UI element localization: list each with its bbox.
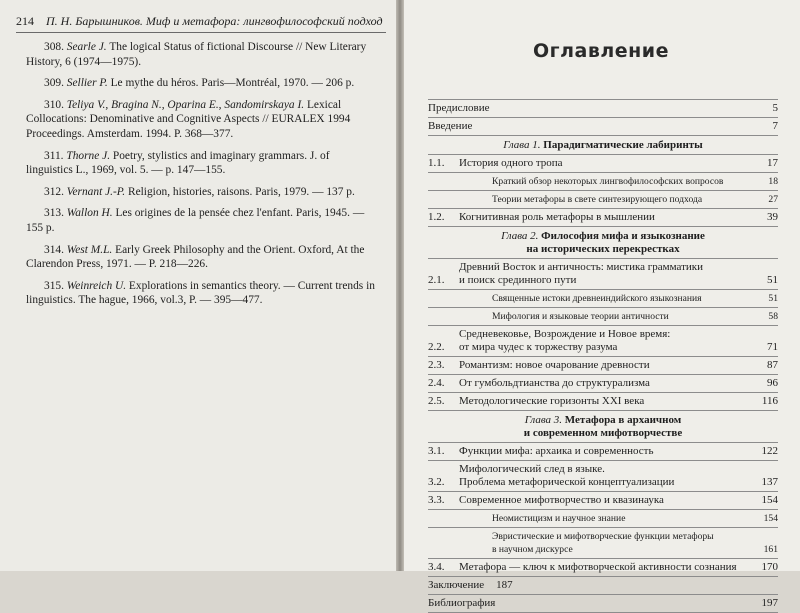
toc-row[interactable] [428, 528, 778, 559]
toc-entry-text [456, 261, 761, 287]
toc-page-number: 116 [761, 395, 778, 407]
toc-entry-line: Эвристические и мифотворческие функции метафоры [492, 531, 714, 542]
toc-entry-line: Предисловие [428, 102, 490, 114]
toc-entry-line: Древний Восток и античность: мистика грамматики [459, 261, 704, 273]
running-head [16, 14, 386, 33]
toc-entry-line: Проблема метафорической концептуализации [459, 476, 675, 488]
toc-row[interactable] [428, 100, 778, 118]
bibliography-entry [26, 279, 376, 308]
toc-page-number: 27 [768, 194, 778, 205]
toc-entry-line: Метафора — ключ к мифотворческой активности сознания [459, 561, 737, 573]
entry-text: Les origines de la pensée chez l'enfant. Paris, 1945. — 155 p. [26, 207, 365, 234]
toc-entry-line: Когнитивная роль метафоры в мышлении [459, 211, 655, 223]
entry-author: Weinreich U. [66, 279, 127, 292]
toc-entry-line: История одного тропа [459, 157, 563, 169]
toc-entry-text [456, 292, 762, 305]
toc-entry-text [428, 597, 756, 610]
book-gutter [396, 0, 404, 571]
entry-text: Early Greek Philosophy and the Orient. Oxford, At the Clarendon Press, 1971. — P. 218—226. [26, 243, 365, 271]
toc-entry-text [456, 395, 756, 408]
toc-entry-line: Священные истоки древнеиндийского языкознания [492, 293, 702, 304]
toc-page-number: 122 [761, 445, 778, 457]
toc-row[interactable] [428, 559, 778, 577]
entry-text: Explorations in semantics theory. — Current trends in linguistics. The hague, 1966, vol.3, P. — 395—477. [26, 279, 375, 307]
chapter-title-line2: на исторических перекрестках [526, 243, 680, 255]
toc-entry-text [456, 211, 761, 224]
chapter-label: Глава 2. [501, 230, 539, 242]
entry-number: 308. [44, 41, 64, 53]
entry-author: West M.L. [66, 243, 113, 256]
toc-entry-line: Теории метафоры в свете синтезирующего подхода [492, 194, 703, 205]
toc-row[interactable] [428, 595, 778, 613]
toc-page-number: 187 [496, 579, 513, 591]
entry-author: Teliya V., Bragina N., Oparina E., Sandomirskaya I. [66, 98, 305, 111]
toc-section-number: 1.1. [428, 157, 445, 169]
entry-author: Vernant J.-P. [66, 185, 126, 198]
bibliography-entry [26, 98, 376, 142]
toc-entry-line: от мира чудес к торжеству разума [459, 341, 618, 353]
toc-entry-text [456, 310, 762, 323]
toc-section-number: 2.1. [428, 274, 445, 286]
toc-row[interactable] [428, 308, 778, 326]
toc-row[interactable] [428, 393, 778, 411]
toc-entry-text [456, 512, 758, 525]
entry-text: Poetry, stylistics and imaginary grammars. J. of linguistics L., 1969, vol. 5. — p. 147—155. [26, 149, 330, 177]
toc-page-number: 17 [767, 157, 778, 169]
toc-row[interactable] [428, 375, 778, 393]
entry-number: 310. [44, 98, 64, 111]
toc-entry-line: Краткий обзор некоторых лингвофилософских вопросов [492, 176, 724, 187]
toc-entry-line: Методологические горизонты XXI века [459, 395, 645, 407]
entry-text: The logical Status of fictional Discourse // New Literary History, 6 (1974—1975). [26, 41, 367, 68]
toc-section-number: 3.4. [428, 561, 445, 573]
entry-author: Wallon H. [66, 207, 113, 220]
left-page [0, 0, 398, 571]
toc-entry-line: Мифологический след в языке. [459, 463, 605, 475]
toc-entry-text [456, 377, 761, 390]
chapter-heading [428, 136, 778, 155]
toc-section-number: 1.2. [428, 211, 445, 223]
toc-row[interactable] [428, 461, 778, 492]
entry-author: Sellier P. [66, 77, 108, 90]
toc-entry-text [428, 120, 767, 133]
chapter-heading [428, 227, 778, 259]
toc-entry-line: и поиск срединного пути [459, 274, 577, 286]
toc-entry-text: Заключение [428, 579, 485, 591]
toc-row[interactable] [428, 259, 778, 290]
toc-row[interactable] [428, 510, 778, 528]
toc-row[interactable] [428, 209, 778, 227]
toc-entry-text [456, 494, 756, 507]
running-title: П. Н. Барышников. Миф и метафора: лингвофилософский подход [46, 14, 383, 28]
toc-section-number: 2.5. [428, 395, 445, 407]
chapter-title: Парадигматические лабиринты [543, 139, 703, 151]
toc-entry-text [456, 463, 756, 489]
toc-page-number: 71 [767, 341, 778, 353]
toc-entry-text [456, 530, 758, 556]
toc-entry-line: Неомистицизм и научное знание [492, 513, 626, 524]
bibliography-entry [26, 243, 376, 272]
toc-page-number: 5 [772, 102, 778, 114]
toc-page-number: 96 [767, 377, 778, 389]
entry-number: 313. [44, 207, 64, 220]
toc-page-number: 18 [768, 176, 778, 187]
toc-row[interactable] [428, 290, 778, 308]
toc-entry-line: От гумбольдтианства до структурализма [459, 377, 650, 389]
toc-entry-text [456, 445, 756, 458]
toc-entry-line: Средневековье, Возрождение и Новое время: [459, 328, 671, 340]
toc-row[interactable] [428, 326, 778, 357]
toc-entry-line: Мифология и языковые теории античности [492, 311, 669, 322]
toc-page-number: 170 [761, 561, 778, 573]
entry-number: 309. [44, 77, 64, 90]
entry-author: Searle J. [66, 41, 107, 53]
table-of-contents [428, 99, 778, 613]
chapter-title: Философия мифа и языкознание [541, 230, 705, 242]
bibliography-entry [26, 76, 376, 91]
toc-section-number: 2.3. [428, 359, 445, 371]
page-number: 214 [16, 14, 34, 28]
toc-page-number: 161 [763, 544, 778, 555]
toc-entry-text [456, 193, 762, 206]
toc-page-number: 154 [761, 494, 778, 506]
entry-number: 315. [44, 279, 64, 292]
toc-page-number: 197 [761, 597, 778, 609]
toc-page-number: 87 [767, 359, 778, 371]
toc-entry-text [456, 328, 761, 354]
bibliography-entry [26, 206, 376, 235]
bibliography-entry [26, 149, 376, 178]
chapter-label: Глава 3. [524, 414, 563, 426]
toc-row[interactable] [428, 577, 778, 595]
toc-entry-line: Романтизм: новое очарование древности [459, 359, 650, 371]
toc-entry-text [456, 175, 762, 188]
toc-entry-text [428, 102, 767, 115]
toc-entry-text [456, 157, 761, 170]
chapter-title-line2: и современном мифотворчестве [523, 427, 683, 439]
toc-row[interactable] [428, 492, 778, 510]
bibliography-list [26, 40, 376, 315]
entry-number: 314. [44, 243, 64, 256]
bibliography-entry [26, 40, 376, 69]
entry-text: Le mythe du héros. Paris—Montréal, 1970. — 206 p. [110, 77, 355, 90]
entry-number: 311. [44, 149, 64, 162]
toc-page-number: 51 [767, 274, 778, 286]
toc-section-number: 2.2. [428, 341, 445, 353]
chapter-label: Глава 1. [503, 139, 541, 151]
toc-entry-line: Библиография [428, 597, 496, 609]
toc-row[interactable] [428, 173, 778, 191]
toc-row[interactable] [428, 191, 778, 209]
toc-page-number: 137 [761, 476, 778, 488]
toc-row[interactable] [428, 118, 778, 136]
toc-section-number: 2.4. [428, 377, 445, 389]
toc-page-number: 7 [772, 120, 778, 132]
toc-entry-line: Современное мифотворчество и квазинаука [459, 494, 664, 506]
toc-entry-line: Функции мифа: архаика и современность [459, 445, 654, 457]
toc-row[interactable] [428, 443, 778, 461]
toc-page-number: 58 [768, 311, 778, 322]
chapter-heading [428, 411, 778, 443]
toc-entry-line: в научном дискурсе [492, 544, 573, 555]
entry-text: Lexical Collocations: Denominative and Cognitive Aspects // EURALEX 1994 Proceedings. Amsterdam. 1994. P. 368—377. [26, 98, 351, 140]
toc-section-number: 3.1. [428, 445, 445, 457]
entry-text: Religion, histories, raisons. Paris, 1979. — 137 p. [127, 185, 355, 198]
toc-page-number: 39 [767, 211, 778, 223]
bibliography-entry [26, 185, 376, 200]
toc-section-number: 3.2. [428, 476, 445, 488]
toc-entry-text [456, 561, 756, 574]
toc-entry-line: Введение [428, 120, 473, 132]
chapter-title: Метафора в архаичном [564, 414, 682, 426]
toc-title: Оглавление [533, 40, 669, 62]
toc-row[interactable] [428, 155, 778, 173]
toc-page-number: 51 [768, 293, 778, 304]
entry-author: Thorne J. [66, 149, 111, 162]
toc-page-number: 154 [763, 513, 778, 524]
toc-row[interactable] [428, 357, 778, 375]
toc-section-number: 3.3. [428, 494, 445, 506]
entry-number: 312. [44, 185, 64, 198]
toc-entry-text [456, 359, 761, 372]
